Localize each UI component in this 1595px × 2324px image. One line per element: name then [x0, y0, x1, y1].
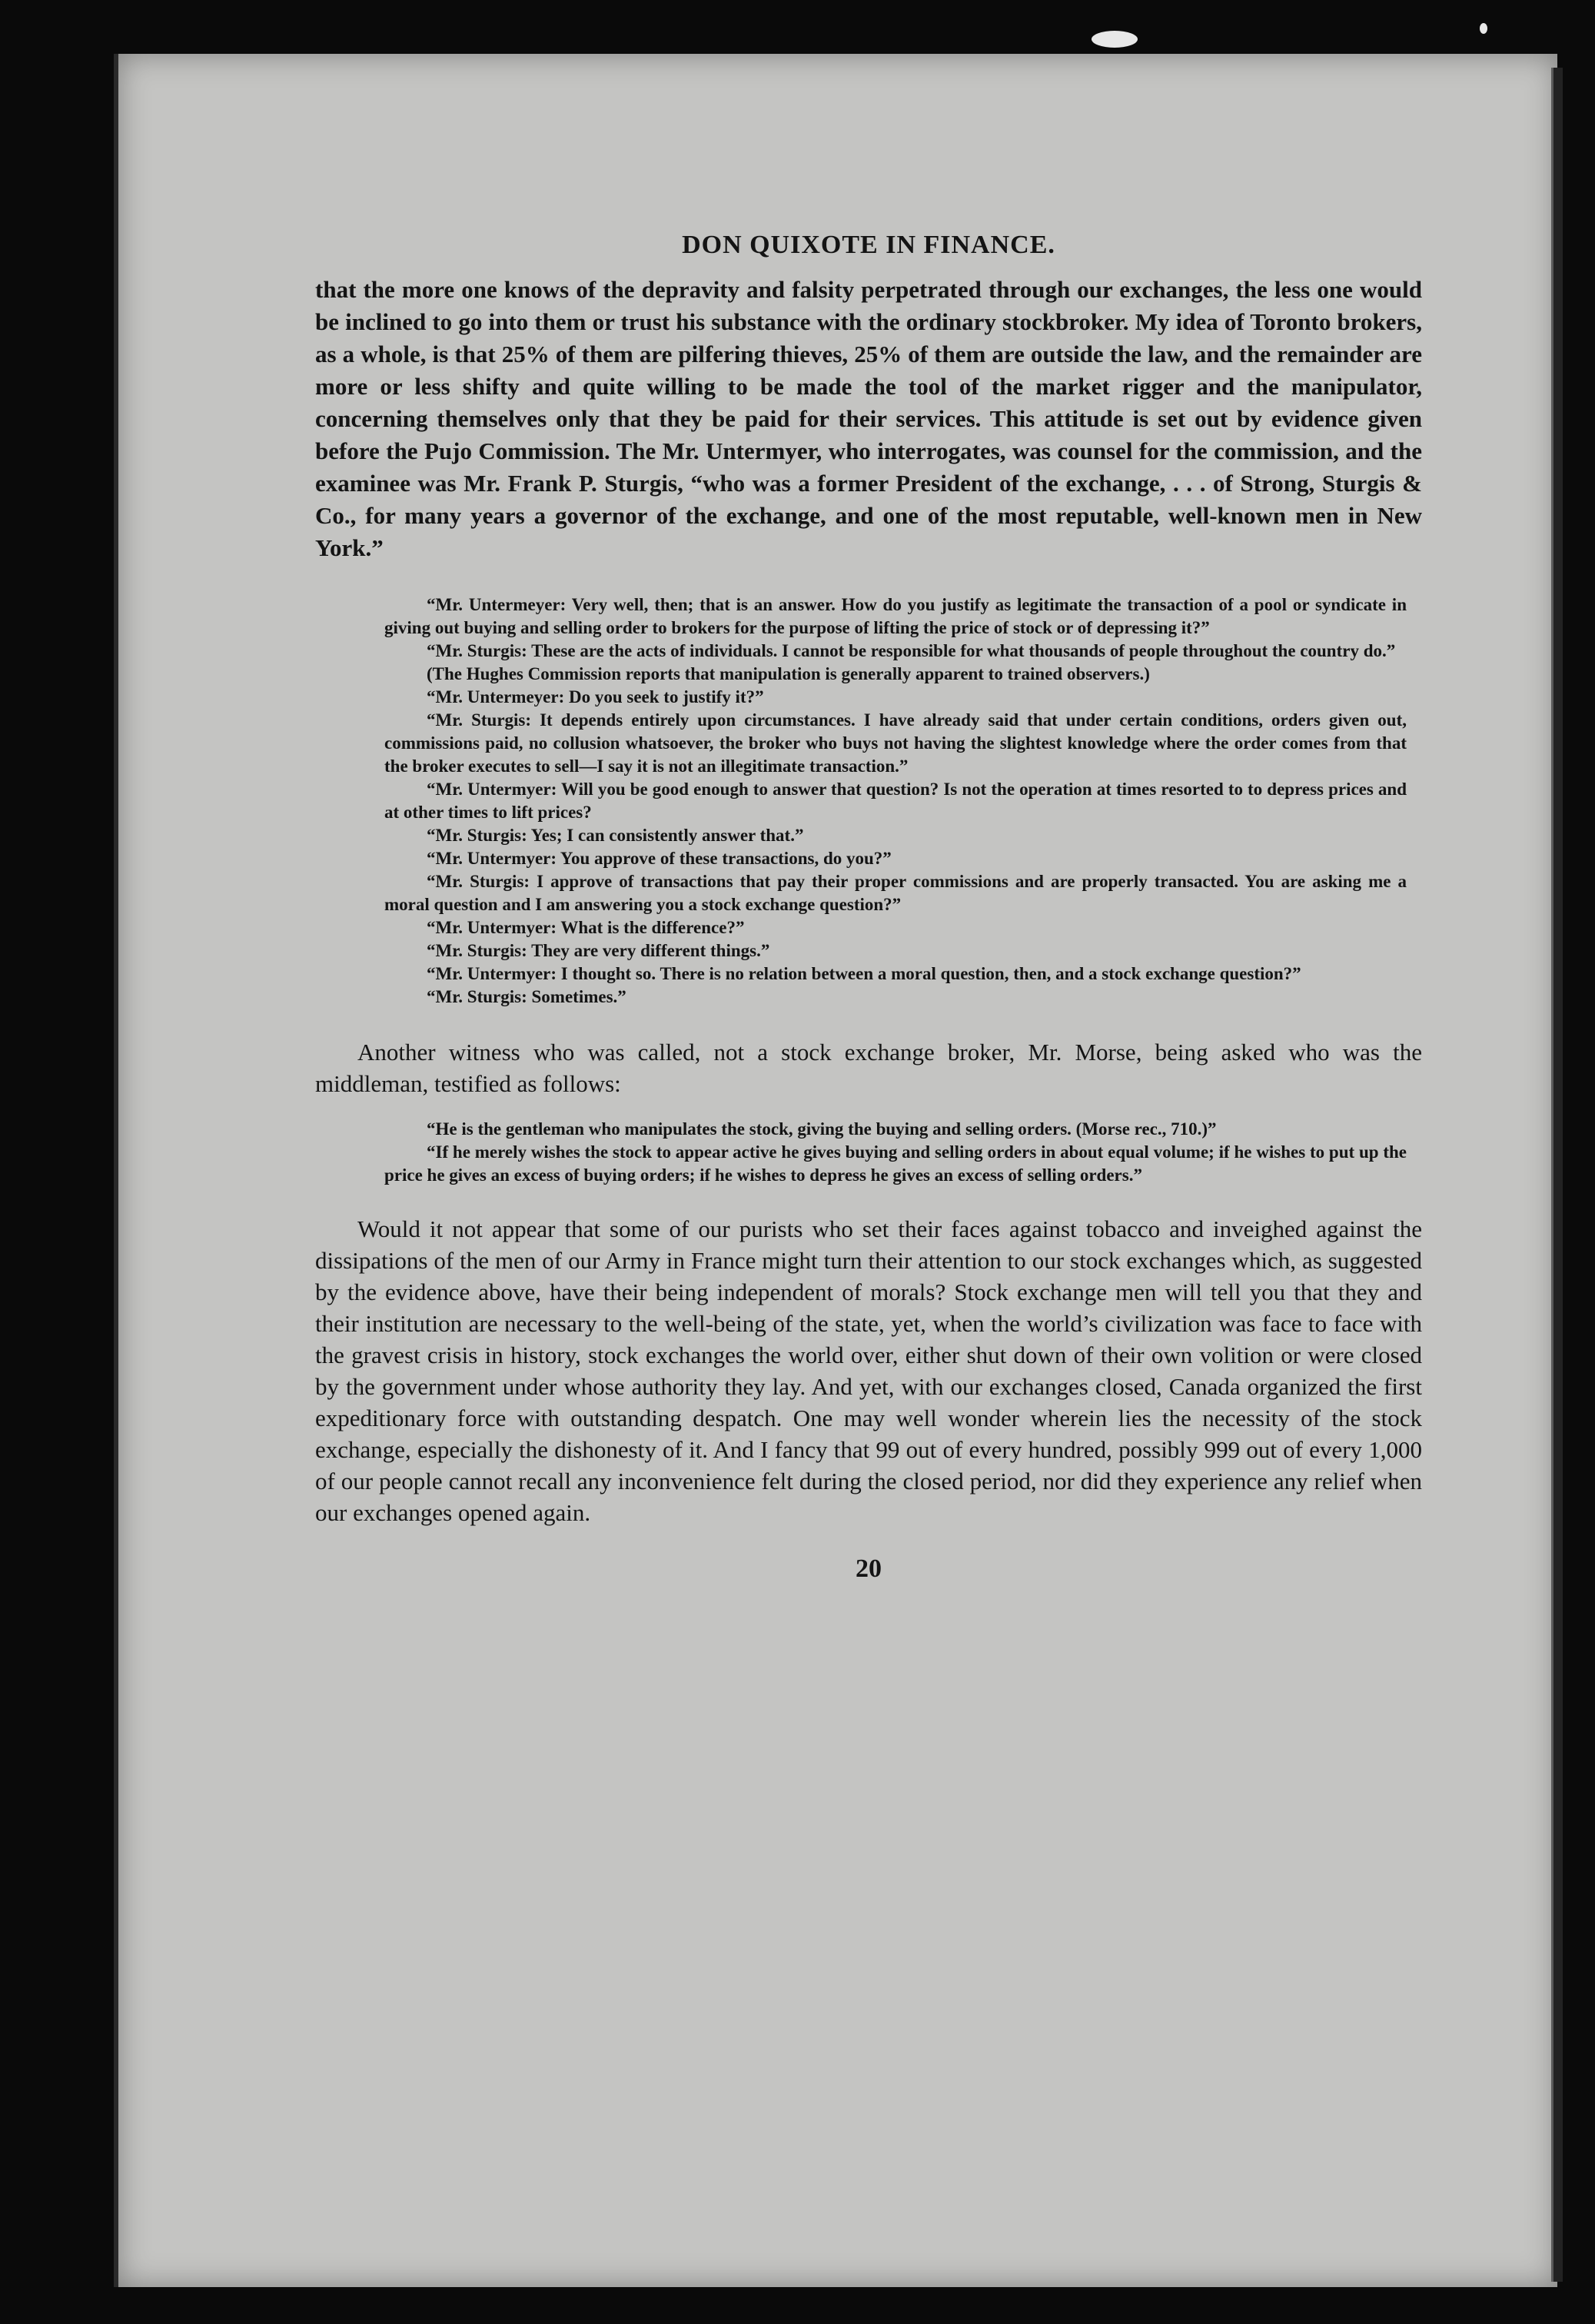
testimony-line: “Mr. Untermyer: You approve of these transactions, do you?” [427, 849, 892, 868]
pujo-testimony [384, 593, 1407, 1009]
testimony-line: “Mr. Untermeyer: Very well, then; that is an answer. How do you justify as legitimate the transaction of a pool or syndicate in giving out buying and selling order to brokers for the purpose of lifting the price of stock or of depressing it?” [384, 595, 1407, 637]
testimony-line: “Mr. Sturgis: I approve of transactions that pay their proper commissions and are properly transacted. You are asking me a moral question and I am answering you a stock exchange question?” [384, 872, 1407, 914]
page-text [315, 231, 1422, 1584]
running-head: DON QUIXOTE IN FINANCE. [682, 231, 1055, 259]
morse-intro-paragraph: Another witness who was called, not a stock exchange broker, Mr. Morse, being asked who was the middleman, testified as follows: [315, 1039, 1422, 1097]
morse-quote: “He is the gentleman who manipulates the stock, giving the buying and selling orders. (Morse rec., 710.)” [427, 1119, 1217, 1139]
closing-paragraph: Would it not appear that some of our purists who set their faces against tobacco and inveighed against the dissipations of the men of our Army in France might turn their attention to our stock exchanges which, as suggested by the evidence above, have their being independent of morals? Stock exchange men will tell you that they and their institution are necessary to the well-being of the state, yet, when the world’s civilization was face to face with the gravest crisis in history, stock exchanges the world over, either shut down of their own volition or were closed by the government under whose authority they lay. And yet, with our exchanges closed, Canada organized the first expeditionary force with outstanding despatch. One may well wonder wherein lies the necessity of the stock exchange, especially the dishonesty of it. And I fancy that 99 out of every hundred, possibly 999 out of every 1,000 of our people cannot recall any inconvenience felt during the closed period, nor did they experience any relief when our exchanges opened again. [315, 1215, 1422, 1526]
facing-page-edge [1551, 68, 1563, 2282]
testimony-line: “Mr. Untermyer: Will you be good enough to answer that question? Is not the operation at times resorted to to depress prices and at other times to lift prices? [384, 780, 1407, 822]
morse-testimony [384, 1118, 1407, 1187]
scan-speck [1092, 31, 1138, 48]
testimony-line: “Mr. Sturgis: Sometimes.” [427, 987, 626, 1006]
testimony-line: “Mr. Untermyer: What is the difference?” [427, 918, 745, 937]
testimony-line: “Mr. Untermyer: I thought so. There is no relation between a moral question, then, and a stock exchange question?” [427, 964, 1301, 983]
testimony-line: “Mr. Sturgis: It depends entirely upon circumstances. I have already said that under certain conditions, orders given out, commissions paid, no collusion whatsoever, the broker who buys not having the slightest knowledge where the order comes from that the broker executes to sell—I say it is not an illegitimate transaction.” [384, 710, 1407, 776]
morse-quote: “If he merely wishes the stock to appear active he gives buying and selling orders in about equal volume; if he wishes to put up the price he gives an excess of buying orders; if he wishes to depress he gives an excess of selling orders.” [384, 1142, 1407, 1185]
intro-paragraph: that the more one knows of the depravity and falsity perpetrated through our exchanges, the less one would be inclined to go into them or trust his substance with the ordinary stockbroker. My idea of Toronto brokers, as a whole, is that 25% of them are pilfering thieves, 25% of them are outside the law, and the remainder are more or less shifty and quite willing to be made the tool of the market rigger and the manipulator, concerning themselves only that they be paid for their services. This attitude is set out by evidence given before the Pujo Commission. The Mr. Untermyer, who interrogates, was counsel for the commission, and the examinee was Mr. Frank P. Sturgis, “who was a former President of the exchange, . . . of Strong, Sturgis & Co., for many years a governor of the exchange, and one of the most reputable, well-known men in New York.” [315, 276, 1422, 561]
testimony-line: “Mr. Untermeyer: Do you seek to justify it?” [427, 687, 764, 707]
testimony-line: “Mr. Sturgis: They are very different things.” [427, 941, 770, 960]
testimony-line: (The Hughes Commission reports that manipulation is generally apparent to trained observers.) [427, 664, 1150, 683]
testimony-line: “Mr. Sturgis: Yes; I can consistently answer that.” [427, 826, 804, 845]
scan-speck [1480, 23, 1487, 34]
page-number: 20 [856, 1554, 882, 1583]
testimony-line: “Mr. Sturgis: These are the acts of individuals. I cannot be responsible for what thousands of people throughout the country do.” [427, 641, 1396, 660]
